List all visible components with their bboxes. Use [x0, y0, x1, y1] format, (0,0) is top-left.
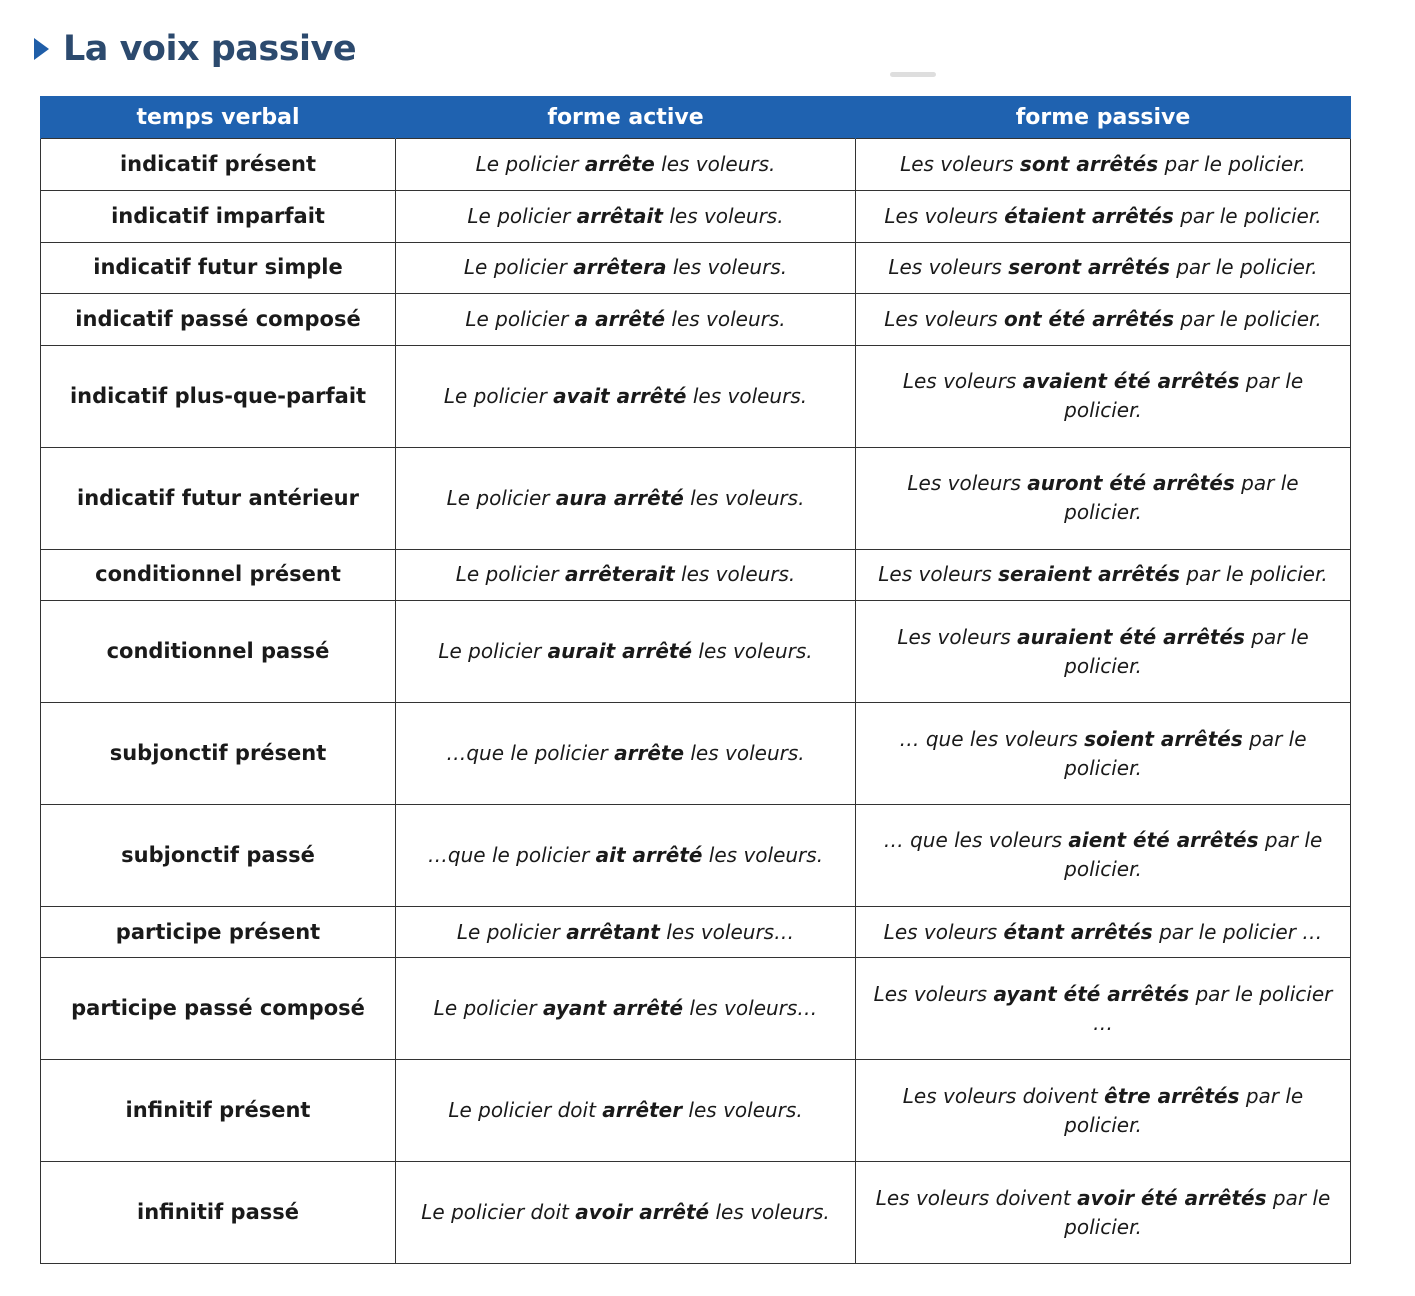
text-segment: par le policier.: [1064, 1185, 1331, 1239]
text-segment: par le policier.: [1158, 151, 1306, 176]
verb-segment: ayant arrêté: [542, 996, 684, 1021]
text-segment: Le policier: [433, 996, 543, 1021]
text-segment: par le policier.: [1064, 369, 1304, 423]
active-form-cell: [396, 447, 856, 549]
table-header-row: [41, 96, 1351, 139]
verb-segment: ayant été arrêtés: [993, 981, 1190, 1006]
passive-form-cell: [856, 1162, 1351, 1264]
active-form-cell: [396, 294, 856, 346]
scan-smudge: [890, 72, 936, 77]
table-row: [41, 601, 1351, 703]
text-segment: les voleurs.: [682, 1098, 803, 1123]
text-segment: Le policier: [446, 485, 556, 510]
tense-cell: conditionnel présent: [41, 549, 396, 601]
table-row: [41, 447, 1351, 549]
text-segment: les voleurs.: [666, 255, 788, 280]
table-row: [41, 549, 1351, 601]
verb-segment: avaient été arrêtés: [1022, 369, 1240, 394]
verb-segment: étaient arrêtés: [1004, 203, 1174, 228]
tense-cell: indicatif passé composé: [41, 294, 396, 346]
active-form-cell: [396, 190, 856, 242]
text-segment: par le policier.: [1064, 471, 1299, 525]
verb-segment: avoir arrêté: [575, 1200, 710, 1225]
active-form-cell: [396, 242, 856, 294]
verb-segment: auraient été arrêtés: [1017, 624, 1245, 649]
page-title-wrap: [34, 22, 356, 76]
passive-form-cell: [856, 346, 1351, 448]
active-form-cell: [396, 703, 856, 805]
text-segment: par le policier.: [1174, 307, 1322, 332]
text-segment: … que les voleurs: [883, 828, 1069, 853]
passive-form-cell: [856, 958, 1351, 1060]
text-segment: par le policier.: [1064, 624, 1309, 678]
text-segment: les voleurs.: [654, 151, 776, 176]
active-form-cell: [396, 958, 856, 1060]
tense-cell: indicatif imparfait: [41, 190, 396, 242]
verb-segment: aient été arrêtés: [1068, 828, 1259, 853]
header-forme-active: forme active: [396, 96, 856, 139]
tense-cell: indicatif futur simple: [41, 242, 396, 294]
tense-cell: indicatif présent: [41, 139, 396, 191]
table-row: [41, 804, 1351, 906]
passive-form-cell: [856, 294, 1351, 346]
text-segment: Le policier: [463, 255, 574, 280]
tense-cell: conditionnel passé: [41, 601, 396, 703]
text-segment: …que le policier: [427, 842, 596, 867]
active-form-cell: [396, 906, 856, 958]
text-segment: Le policier doit: [448, 1098, 603, 1123]
text-segment: par le policier.: [1064, 1083, 1304, 1137]
verb-segment: étant arrêtés: [1003, 919, 1153, 944]
passive-form-cell: [856, 601, 1351, 703]
active-form-cell: [396, 346, 856, 448]
text-segment: les voleurs.: [702, 842, 824, 867]
verb-segment: arrêter: [602, 1098, 683, 1123]
passive-form-cell: [856, 703, 1351, 805]
text-segment: les voleurs.: [665, 307, 786, 332]
text-segment: les voleurs.: [683, 485, 805, 510]
passive-form-cell: [856, 1060, 1351, 1162]
header-forme-passive: forme passive: [856, 96, 1351, 139]
verb-segment: aurait arrêté: [547, 639, 693, 664]
active-form-cell: [396, 1162, 856, 1264]
passive-form-cell: [856, 549, 1351, 601]
table-row: [41, 242, 1351, 294]
text-segment: les voleurs.: [686, 383, 808, 408]
passive-form-cell: [856, 190, 1351, 242]
table-row: [41, 190, 1351, 242]
passive-form-cell: [856, 804, 1351, 906]
verb-segment: seraient arrêtés: [998, 562, 1180, 587]
verb-segment: arrêtait: [576, 203, 663, 228]
table-body: [41, 139, 1351, 1264]
verb-segment: sont arrêtés: [1019, 151, 1159, 176]
active-form-cell: [396, 601, 856, 703]
table-row: [41, 346, 1351, 448]
passive-form-cell: [856, 447, 1351, 549]
text-segment: Le policier doit: [421, 1200, 576, 1225]
text-segment: Les voleurs: [907, 471, 1028, 496]
text-segment: Le policier: [455, 562, 565, 587]
tense-cell: participe présent: [41, 906, 396, 958]
conjugation-table-container: [40, 96, 1350, 1264]
text-segment: par le policier …: [1093, 981, 1333, 1035]
table-row: [41, 1162, 1351, 1264]
verb-segment: seront arrêtés: [1008, 255, 1170, 280]
text-segment: Le policier: [443, 383, 554, 408]
verb-segment: ait arrêté: [595, 842, 703, 867]
passive-voice-table: [40, 96, 1351, 1264]
active-form-cell: [396, 804, 856, 906]
text-segment: Les voleurs: [884, 203, 1005, 228]
text-segment: Les voleurs: [900, 151, 1020, 176]
text-segment: … que les voleurs: [899, 726, 1085, 751]
text-segment: Le policier: [475, 151, 585, 176]
text-segment: les voleurs.: [662, 203, 784, 228]
text-segment: Les voleurs: [873, 981, 994, 1006]
verb-segment: arrêtera: [573, 255, 667, 280]
tense-cell: infinitif présent: [41, 1060, 396, 1162]
text-segment: …que le policier: [446, 741, 615, 766]
verb-segment: arrête: [584, 151, 655, 176]
verb-segment: être arrêtés: [1104, 1083, 1240, 1108]
table-row: [41, 1060, 1351, 1162]
text-segment: Le policier: [456, 919, 567, 944]
active-form-cell: [396, 1060, 856, 1162]
tense-cell: indicatif futur antérieur: [41, 447, 396, 549]
active-form-cell: [396, 139, 856, 191]
text-segment: les voleurs.: [692, 639, 813, 664]
verb-segment: aura arrêté: [555, 485, 684, 510]
verb-segment: auront été arrêtés: [1027, 471, 1235, 496]
verb-segment: arrêtant: [566, 919, 660, 944]
active-form-cell: [396, 549, 856, 601]
verb-segment: avoir été arrêtés: [1077, 1185, 1267, 1210]
verb-segment: arrêterait: [565, 562, 675, 587]
text-segment: les voleurs.: [674, 562, 796, 587]
text-segment: Les voleurs: [902, 369, 1023, 394]
header-temps-verbal: temps verbal: [41, 96, 396, 139]
tense-cell: infinitif passé: [41, 1162, 396, 1264]
passive-form-cell: [856, 906, 1351, 958]
text-segment: les voleurs.: [684, 741, 805, 766]
text-segment: Le policier: [438, 639, 548, 664]
text-segment: Les voleurs doivent: [875, 1185, 1078, 1210]
verb-segment: ont été arrêtés: [1004, 307, 1175, 332]
tense-cell: subjonctif présent: [41, 703, 396, 805]
verb-segment: soient arrêtés: [1084, 726, 1243, 751]
tense-cell: subjonctif passé: [41, 804, 396, 906]
text-segment: Le policier: [465, 307, 575, 332]
text-segment: Les voleurs: [878, 562, 999, 587]
text-segment: par le policier …: [1152, 919, 1323, 944]
text-segment: Les voleurs: [888, 255, 1009, 280]
table-row: [41, 906, 1351, 958]
text-segment: Les voleurs doivent: [902, 1083, 1105, 1108]
verb-segment: avait arrêté: [553, 383, 687, 408]
text-segment: les voleurs.: [709, 1200, 830, 1225]
tense-cell: participe passé composé: [41, 958, 396, 1060]
text-segment: les voleurs…: [683, 996, 818, 1021]
text-segment: par le policier.: [1173, 203, 1322, 228]
text-segment: Les voleurs: [883, 919, 1004, 944]
verb-segment: a arrêté: [574, 307, 666, 332]
text-segment: Les voleurs: [897, 624, 1018, 649]
passive-form-cell: [856, 242, 1351, 294]
tense-cell: indicatif plus-que-parfait: [41, 346, 396, 448]
text-segment: Les voleurs: [884, 307, 1005, 332]
text-segment: par le policier.: [1064, 726, 1307, 780]
text-segment: Le policier: [467, 203, 577, 228]
table-row: [41, 139, 1351, 191]
triangle-bullet-icon: [34, 38, 49, 60]
text-segment: par le policier.: [1169, 255, 1318, 280]
verb-segment: arrête: [614, 741, 685, 766]
text-segment: par le policier.: [1064, 828, 1323, 882]
page-title: La voix passive: [63, 29, 357, 69]
table-row: [41, 294, 1351, 346]
text-segment: par le policier.: [1179, 562, 1328, 587]
passive-form-cell: [856, 139, 1351, 191]
table-row: [41, 958, 1351, 1060]
table-row: [41, 703, 1351, 805]
text-segment: les voleurs…: [659, 919, 795, 944]
